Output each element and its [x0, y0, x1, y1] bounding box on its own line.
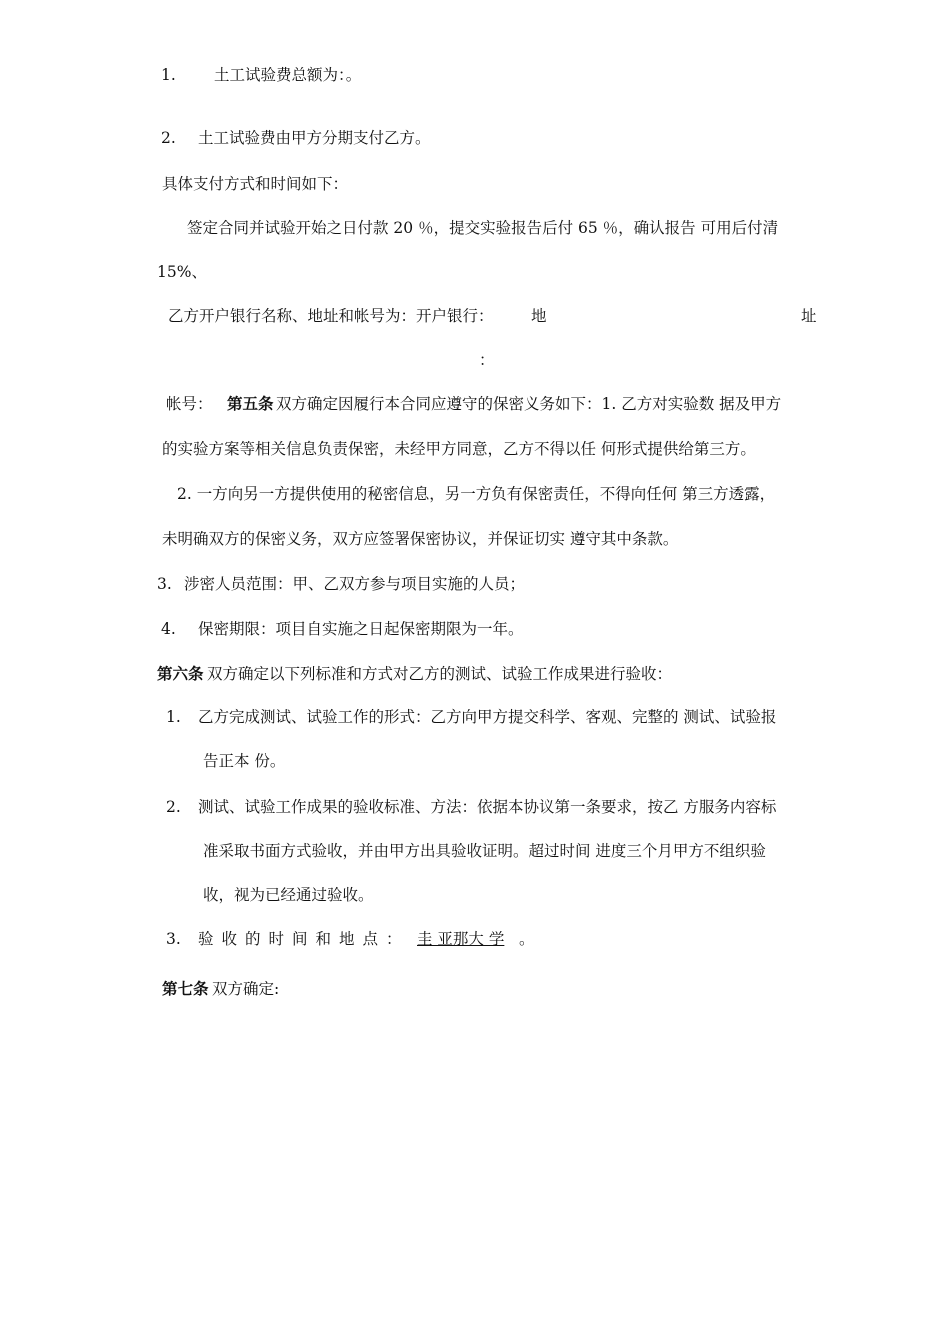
- payment-detail-line2: 15%、: [157, 263, 207, 281]
- payment-intro: 具体支付方式和时间如下：: [162, 175, 349, 193]
- article-6-item-3-number: 3.: [166, 930, 181, 948]
- article-6-item-1-number: 1.: [166, 708, 181, 726]
- article-6-item-2-line3: 收，视为已经通过验收。: [203, 886, 374, 904]
- article-5-item-4-text: 保密期限：项目自实施之日起保密期限为一年。: [198, 620, 524, 638]
- fee-total-text: 土工试验费总额为：。: [214, 66, 362, 84]
- article-5-line2: 的实验方案等相关信息负责保密，未经甲方同意，乙方不得以任 何形式提供给第三方。: [162, 440, 756, 458]
- item-number-1: 1.: [161, 66, 176, 84]
- article-6-item-2-line1: 测试、试验工作成果的验收标准、方法：依据本协议第一条要求，按乙 方服务内容标: [198, 798, 777, 816]
- bank-info-label: 乙方开户银行名称、地址和帐号为：开户银行：: [168, 307, 494, 325]
- article-6-text: 双方确定以下列标准和方式对乙方的测试、试验工作成果进行验收：: [207, 665, 673, 683]
- article-5-item-4-number: 4.: [161, 620, 176, 638]
- article-5-para2-line2: 未明确双方的保密义务，双方应签署保密协议，并保证切实 遵守其中条款。: [162, 530, 679, 548]
- article-7-title: 第七条: [162, 979, 209, 998]
- article-5-item-3-number: 3.: [157, 575, 172, 593]
- account-label: 帐号：: [166, 395, 213, 413]
- article-6-item-2-number: 2.: [166, 798, 181, 816]
- fee-payment-text: 土工试验费由甲方分期支付乙方。: [198, 129, 431, 147]
- article-6-item-1-line1: 乙方完成测试、试验工作的形式：乙方向甲方提交科学、客观、完整的 测试、试验报: [198, 708, 777, 726]
- item-number-2: 2.: [161, 129, 176, 147]
- article-6-title: 第六条: [157, 664, 204, 683]
- article-5-text: 双方确定因履行本合同应遵守的保密义务如下：1. 乙方对实验数 据及甲方: [276, 395, 782, 413]
- article-6-item-3-text: 验收的时间和地点：: [198, 930, 410, 948]
- acceptance-place: 圭 亚那大 学: [417, 930, 505, 948]
- payment-detail-line1: 签定合同并试验开始之日付款 20 ％，提交实验报告后付 65 ％，确认报告 可用后付清: [187, 219, 779, 237]
- article-5-item-3-text: 涉密人员范围：甲、乙双方参与项目实施的人员；: [184, 575, 526, 593]
- article-7-text: 双方确定:: [212, 980, 280, 998]
- bank-address-colon: ：: [479, 351, 495, 369]
- article-6-item-1-line2: 告正本 份。: [203, 752, 286, 770]
- article-6-item-2-line2: 准采取书面方式验收，并由甲方出具验收证明。超过时间 进度三个月甲方不组织验: [203, 842, 766, 860]
- article-5-para2-line1: 2. 一方向另一方提供使用的秘密信息，另一方负有保密责任，不得向任何 第三方透露，: [177, 485, 776, 503]
- acceptance-place-end: 。: [519, 930, 535, 948]
- article-5-title: 第五条: [227, 394, 274, 413]
- bank-address-right: 址: [801, 307, 817, 325]
- bank-address-left: 地: [531, 307, 547, 325]
